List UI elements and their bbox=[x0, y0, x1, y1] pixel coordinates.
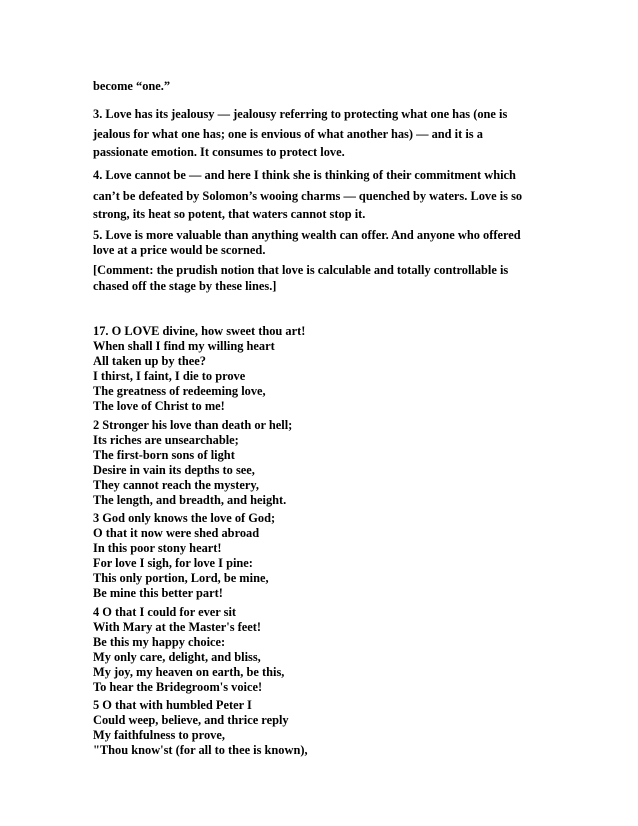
commentary-line: strong, its heat so potent, that waters cannot stop it. bbox=[93, 207, 366, 221]
hymn-line: For love I sigh, for love I pine: bbox=[93, 556, 253, 570]
hymn-line: Be mine this better part! bbox=[93, 586, 223, 600]
hymn-line: My only care, delight, and bliss, bbox=[93, 650, 261, 664]
hymn-line: The length, and breadth, and height. bbox=[93, 493, 287, 507]
commentary-line: passionate emotion. It consumes to protect love. bbox=[93, 145, 345, 159]
hymn-line: All taken up by thee? bbox=[93, 354, 206, 368]
hymn-line: The love of Christ to me! bbox=[93, 399, 225, 413]
hymn-line: My joy, my heaven on earth, be this, bbox=[93, 665, 285, 679]
hymn-line: This only portion, Lord, be mine, bbox=[93, 571, 269, 585]
commentary-line: [Comment: the prudish notion that love is calculable and totally controllable is bbox=[93, 263, 509, 277]
hymn-line: They cannot reach the mystery, bbox=[93, 478, 259, 492]
hymn-line: Its riches are unsearchable; bbox=[93, 433, 239, 447]
commentary-line: 3. Love has its jealousy — jealousy referring to protecting what one has (one is bbox=[93, 107, 508, 121]
hymn-line: When shall I find my willing heart bbox=[93, 339, 275, 353]
hymn-line: 5 O that with humbled Peter I bbox=[93, 698, 252, 712]
hymn-line: "Thou know'st (for all to thee is known), bbox=[93, 743, 308, 757]
commentary-line: 5. Love is more valuable than anything wealth can offer. And anyone who offered bbox=[93, 228, 521, 242]
hymn-line: Be this my happy choice: bbox=[93, 635, 226, 649]
hymn-line: Could weep, believe, and thrice reply bbox=[93, 713, 289, 727]
hymn-line: 3 God only knows the love of God; bbox=[93, 511, 276, 525]
hymn-line: With Mary at the Master's feet! bbox=[93, 620, 262, 634]
commentary-line: jealous for what one has; one is envious of what another has) — and it is a bbox=[93, 127, 483, 141]
hymn-line: O that it now were shed abroad bbox=[93, 526, 260, 540]
commentary-line: become “one.” bbox=[93, 79, 171, 93]
hymn-line: To hear the Bridegroom's voice! bbox=[93, 680, 263, 694]
hymn-line: 4 O that I could for ever sit bbox=[93, 605, 237, 619]
hymn-line: The greatness of redeeming love, bbox=[93, 384, 266, 398]
commentary-line: 4. Love cannot be — and here I think she is thinking of their commitment which bbox=[93, 168, 516, 182]
hymn-line: My faithfulness to prove, bbox=[93, 728, 225, 742]
commentary-line: can’t be defeated by Solomon’s wooing charms — quenched by waters. Love is so bbox=[93, 189, 523, 203]
hymn-line: 17. O LOVE divine, how sweet thou art! bbox=[93, 324, 306, 338]
commentary-line: chased off the stage by these lines.] bbox=[93, 279, 277, 293]
hymn-line: 2 Stronger his love than death or hell; bbox=[93, 418, 293, 432]
commentary-line: love at a price would be scorned. bbox=[93, 243, 266, 257]
hymn-line: I thirst, I faint, I die to prove bbox=[93, 369, 246, 383]
hymn-line: In this poor stony heart! bbox=[93, 541, 222, 555]
hymn-line: Desire in vain its depths to see, bbox=[93, 463, 255, 477]
hymn-line: The first-born sons of light bbox=[93, 448, 235, 462]
